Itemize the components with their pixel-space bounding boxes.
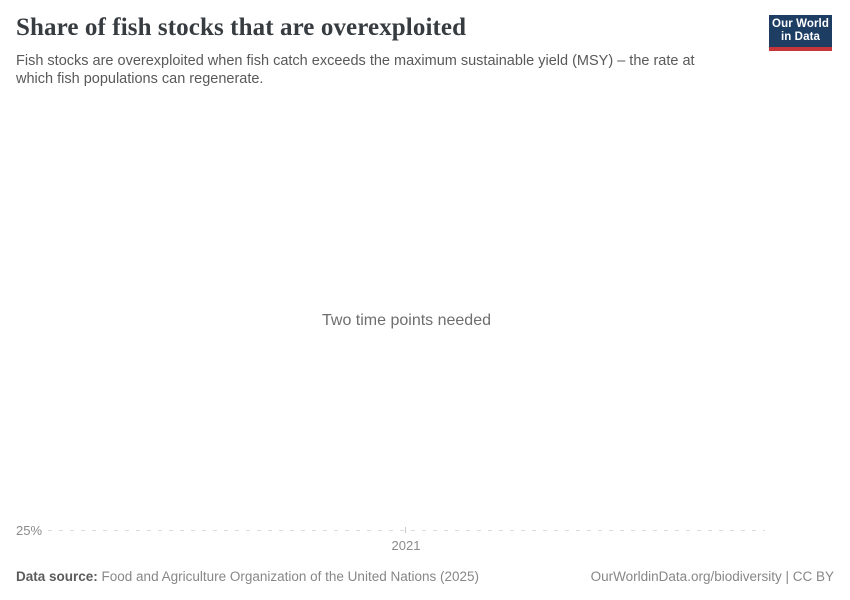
x-axis-tick-label: 2021 xyxy=(391,538,421,553)
chart-footer xyxy=(16,569,834,585)
owid-logo[interactable] xyxy=(769,15,832,51)
data-source-label: Data source: xyxy=(16,569,98,584)
owid-logo-text-line1: Our World xyxy=(772,18,829,30)
y-axis-tick-label: 25% xyxy=(16,523,43,538)
dashed-gridline xyxy=(48,530,765,531)
owid-url-license-link[interactable]: OurWorldinData.org/biodiversity | CC BY xyxy=(590,569,834,584)
chart-subtitle: Fish stocks are overexploited when fish catch exceeds the maximum sustainable yield (MSY) – the rate at which fish populations can regenerate. xyxy=(16,53,695,87)
empty-state-message: Two time points needed xyxy=(322,312,491,329)
data-source-line xyxy=(16,569,479,585)
x-axis-tick-mark xyxy=(405,527,406,533)
owid-logo-text-line2: in Data xyxy=(780,31,821,43)
chart-title: Share of fish stocks that are overexploited xyxy=(16,14,467,41)
data-source-text: Food and Agriculture Organization of the United Nations (2025) xyxy=(97,569,480,584)
